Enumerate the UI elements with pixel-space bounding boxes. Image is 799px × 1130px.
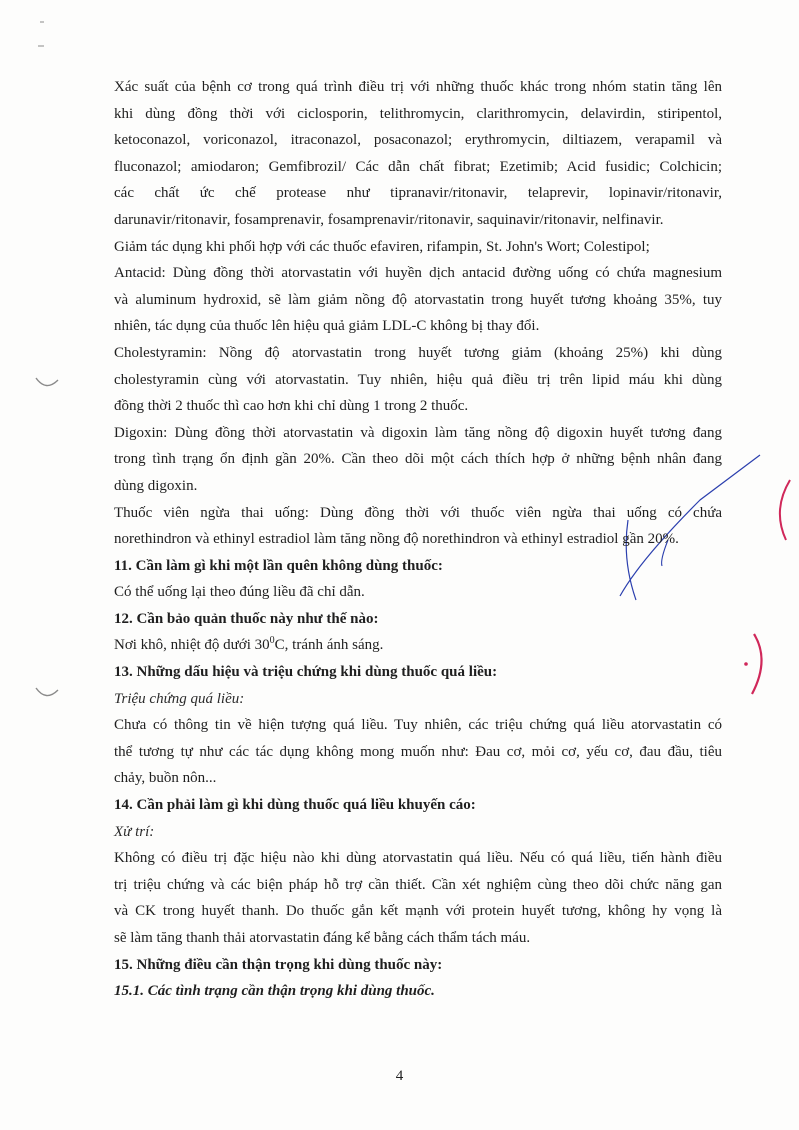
section-subheading-13: Triệu chứng quá liều: (114, 690, 245, 707)
text-line: Không có điều trị đặc hiệu nào khi dùng atorvastatin quá liều. Nếu có quá liều, tiến hành điều (114, 850, 722, 867)
page-number: 4 (395, 1068, 404, 1084)
section-heading-13: 13. Những dấu hiệu và triệu chứng khi dùng thuốc quá liều: (114, 664, 498, 681)
text-line: đồng thời 2 thuốc thì cao hơn khi chỉ dùng 1 trong 2 thuốc. (114, 398, 469, 415)
text-line: nhiên, tác dụng của thuốc lên hiệu quả giảm LDL-C không bị thay đổi. (114, 318, 540, 335)
stamp-dot (744, 662, 748, 666)
text-line: và CK trong huyết thanh. Do thuốc gắn kết mạnh với protein huyết tương, không hy vọng là (114, 903, 722, 920)
text-line: ketoconazol, voriconazol, itraconazol, posaconazol; erythromycin, diltiazem, verapamil và (114, 132, 722, 149)
paragraph-reduced-effect (114, 234, 722, 261)
document-body (114, 74, 722, 1005)
text-line: fluconazol; amiodaron; Gemfibrozil/ Các dẫn chất fibrat; Ezetimib; Acid fusidic; Colchicin; (114, 158, 722, 175)
text-line: trong tình trạng ổn định gần 20%. Cần theo dõi một cách thích hợp ở những bệnh nhân đang (114, 451, 722, 468)
section-body-12 (114, 632, 722, 659)
text-line: dùng digoxin. (114, 477, 198, 494)
paragraph-contraceptive (114, 500, 722, 553)
degree-superscript: 0 (269, 635, 275, 647)
text-line: Antacid: Dùng đồng thời atorvastatin với huyền dịch antacid đường uống có chứa magnesium (114, 265, 722, 282)
section-heading-15: 15. Những điều cần thận trọng khi dùng thuốc này: (114, 956, 443, 973)
text-line: darunavir/ritonavir, fosamprenavir, fosamprenavir/ritonavir, saquinavir/ritonavir, nelfinavir. (114, 211, 664, 228)
text-line: Chưa có thông tin về hiện tượng quá liều. Tuy nhiên, các triệu chứng quá liều atorvastatin có (114, 717, 722, 734)
storage-text-end: C, tránh ánh sáng. (274, 637, 384, 654)
paragraph-digoxin (114, 420, 722, 500)
text-line: Thuốc viên ngừa thai uống: Dùng đồng thời với thuốc viên ngừa thai uống có chứa (114, 504, 722, 521)
section-heading-12: 12. Cần bảo quản thuốc này như thế nào: (114, 610, 379, 627)
text-line: khi dùng đồng thời với ciclosporin, telithromycin, clarithromycin, delavirdin, stiripentol, (114, 105, 722, 122)
text-line: thể tương tự như các tác dụng không mong muốn như: Đau cơ, mỏi cơ, yếu cơ, đau đầu, tiêu (114, 743, 722, 760)
hole-punch-mark (36, 688, 58, 696)
section-subheading-14: Xử trí: (114, 823, 155, 840)
text-line: và aluminum hydroxid, sẽ làm giảm nồng độ atorvastatin trong huyết tương khoảng 35%, tuy (114, 291, 722, 308)
section-body-11: Có thể uống lại theo đúng liều đã chỉ dẫn. (114, 584, 365, 601)
section-subheading-15-1: 15.1. Các tình trạng cần thận trọng khi dùng thuốc. (114, 983, 435, 1000)
text-line: trị triệu chứng và các biện pháp hỗ trợ cần thiết. Cần xét nghiệm cùng theo dõi chức năng gan (114, 876, 722, 893)
text-line: Cholestyramin: Nồng độ atorvastatin trong huyết tương giảm (khoảng 25%) khi dùng (114, 344, 722, 361)
text-line: Xác suất của bệnh cơ trong quá trình điều trị với những thuốc khác trong nhóm statin tăng lên (114, 79, 722, 95)
text-line: sẽ làm tăng thanh thải atorvastatin đáng kể bằng cách thẩm tách máu. (114, 930, 531, 946)
text-line: cholestyramin cùng với atorvastatin. Tuy nhiên, hiệu quả điều trị trên lipid máu khi dùng (114, 371, 722, 388)
hole-punch-mark (36, 378, 58, 386)
text-line: chảy, buồn nôn... (114, 770, 217, 787)
section-heading-11: 11. Cần làm gì khi một lần quên không dùng thuốc: (114, 557, 443, 574)
paragraph-statin-myopathy (114, 74, 722, 234)
paragraph-cholestyramin (114, 340, 722, 420)
stamp-fragment (752, 634, 762, 694)
text-line: norethindron và ethinyl estradiol làm tăng nồng độ norethindron và ethinyl estradiol gần 20%. (114, 531, 679, 548)
text-line: Giảm tác dụng khi phối hợp với các thuốc efaviren, rifampin, St. John's Wort; Colestipol; (114, 238, 650, 255)
text-line: Digoxin: Dùng đồng thời atorvastatin và digoxin làm tăng nồng độ digoxin huyết tương đang (114, 424, 722, 441)
section-heading-14: 14. Cần phải làm gì khi dùng thuốc quá liều khuyến cáo: (114, 797, 476, 814)
stamp-fragment (780, 480, 790, 540)
paragraph-antacid (114, 260, 722, 340)
text-line: các chất ức chế protease như tipranavir/ritonavir, telaprevir, lopinavir/ritonavir, (114, 185, 722, 202)
storage-text: Nơi khô, nhiệt độ dưới 30 (114, 637, 270, 654)
